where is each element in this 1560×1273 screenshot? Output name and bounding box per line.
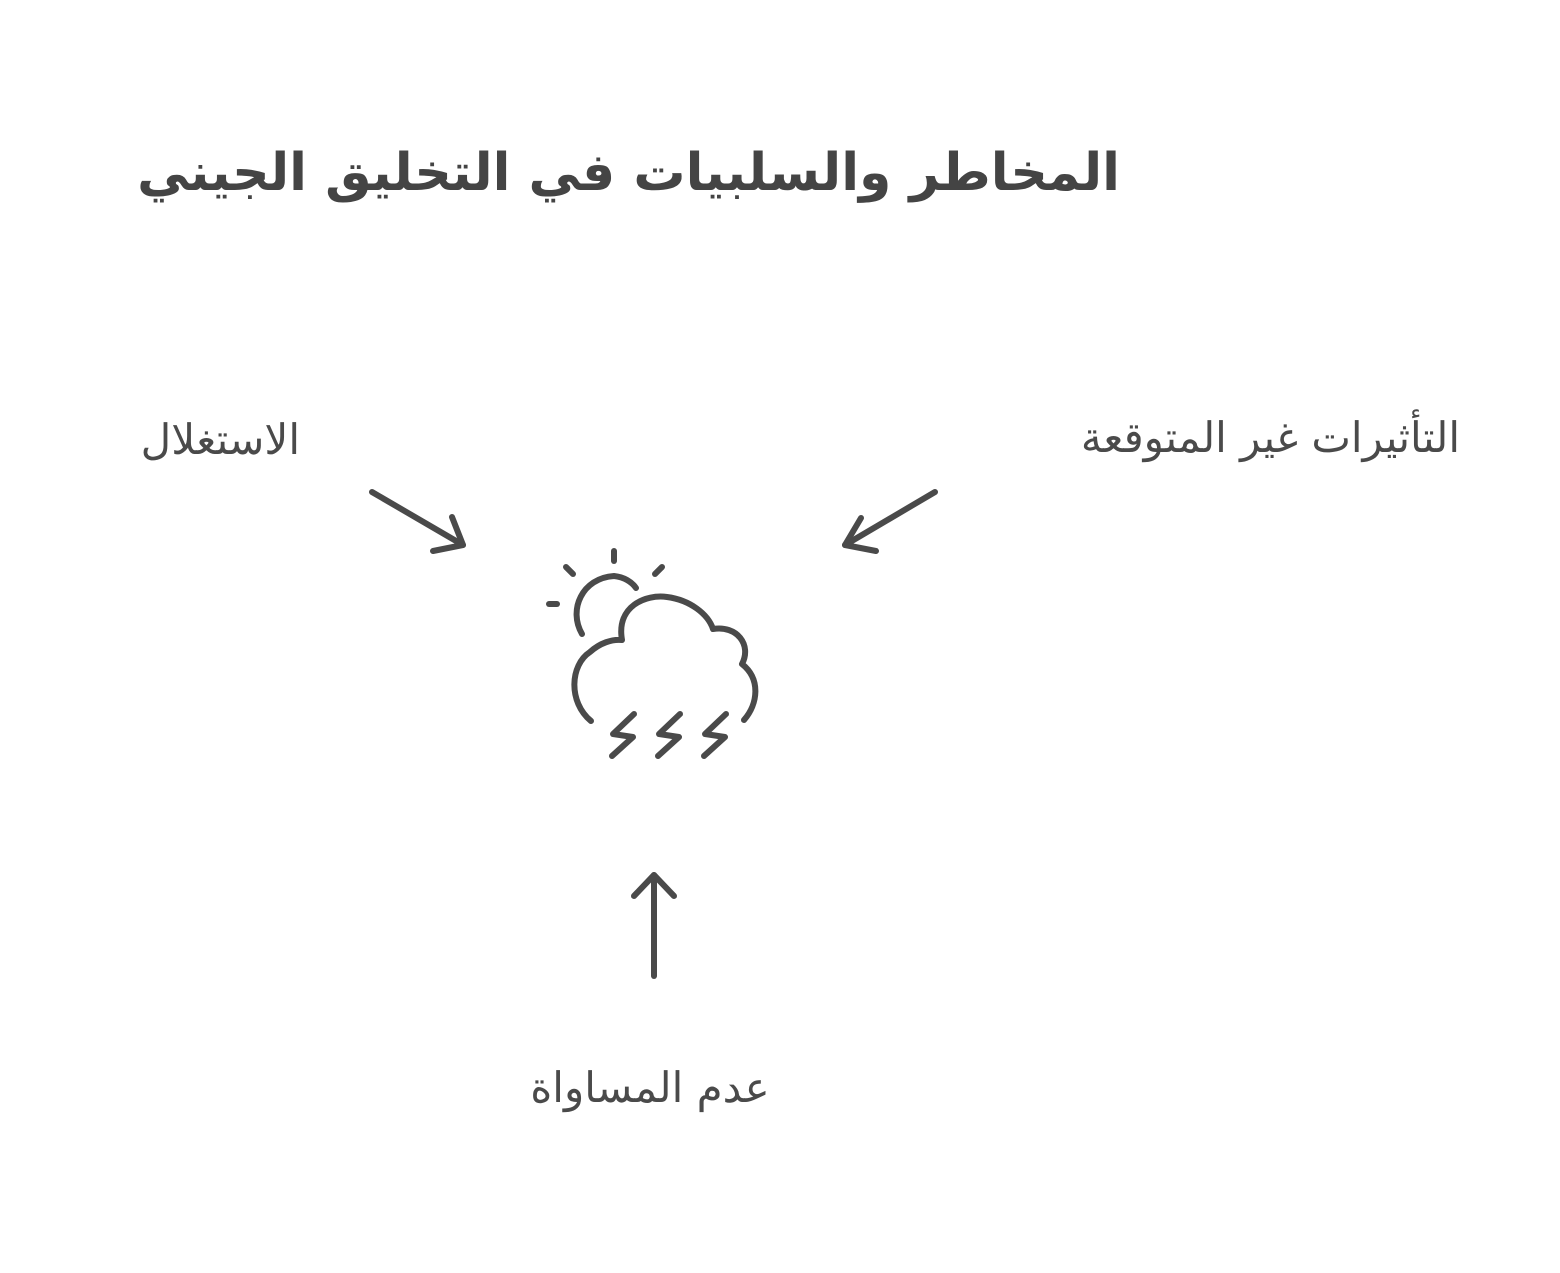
node-label-exploitation: الاستغلال [140,415,300,464]
arrow-from-left [372,492,463,551]
thunderstorm-cloud-sun-icon [549,551,755,756]
node-label-inequality: عدم المساواة [530,1063,770,1112]
node-label-unexpected-effects: التأثيرات غير المتوقعة [1080,413,1460,462]
diagram-title: المخاطر والسلبيات في التخليق الجيني [137,143,1120,203]
arrow-from-right [845,492,935,551]
arrow-from-bottom [634,875,674,976]
